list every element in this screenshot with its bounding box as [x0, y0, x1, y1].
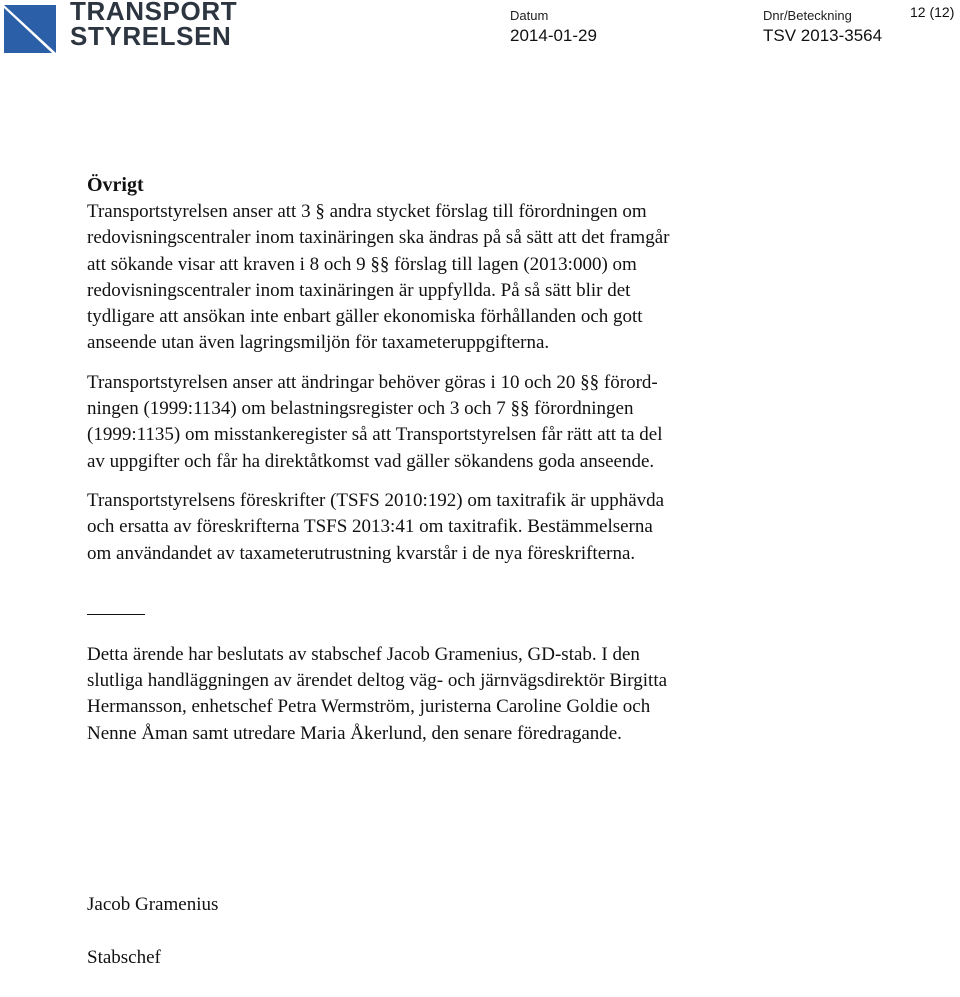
paragraph-3: Transportstyrelsens föreskrifter (TSFS 2010:192) om taxitrafik är upphävda och ersatta av föreskrifterna TSFS 2013:41 om taxitrafik. Bestämmelserna om användandet av taxameterutrustning kvarstår i de nya föreskrifterna. — [87, 489, 665, 564]
signatory-name: Jacob Gramenius — [87, 894, 219, 916]
date-value: 2014-01-29 — [510, 26, 597, 45]
date-label: Datum — [510, 8, 549, 23]
transportstyrelsen-logo — [4, 0, 238, 53]
signatory-title: Stabschef — [87, 946, 161, 968]
document-body — [87, 171, 799, 747]
decision-paragraph: Detta ärende har beslutats av stabschef Jacob Gramenius, GD-stab. I den slutliga handläggningen av ärendet deltog väg- och järnvägsdirektör Birgitta Hermansson, enhetschef Petra Wermström, juristerna Caroline Goldie och Nenne Åman samt utredare Maria Åkerlund, den senare föredragande. — [87, 643, 668, 744]
signature-block — [87, 866, 218, 997]
page-number: 12 (12) — [910, 4, 955, 20]
logo-line-2: STYRELSEN — [70, 21, 232, 51]
reference-label: Dnr/Beteckning — [763, 8, 852, 23]
reference-value: TSV 2013-3564 — [763, 26, 883, 45]
logo-line-1: TRANSPORT — [70, 0, 238, 26]
logo-wordmark — [70, 0, 237, 49]
paragraph-2: Transportstyrelsen anser att ändringar behöver göras i 10 och 20 §§ förord- ningen (1999:1134) om belastningsregister och 3 och 7 §§ förordningen (1999:1135) om misstankeregister så att Transportstyrelsen får rätt att ta del av uppgifter och får ha direktåtkomst vad gäller sökandens goda anseende. — [87, 371, 663, 472]
paragraph-1: Transportstyrelsen anser att 3 § andra stycket förslag till förordningen om redovisningscentraler inom taxinäringen ska ändras på så sätt att det framgår att sökande visar att kraven i 8 och 9 §§ förslag till lagen (2013:000) om redovisningscentraler inom taxinäringen är uppfyllda. På så sätt blir det tydligare att ansökan inte enbart gäller ekonomiska förhållanden och gott anseende utan även lagringsmiljön för taxameteruppgifterna. — [87, 201, 670, 354]
section-heading: Övrigt — [87, 174, 144, 196]
logo-mark-icon — [4, 5, 56, 53]
separator-rule — [87, 614, 145, 615]
